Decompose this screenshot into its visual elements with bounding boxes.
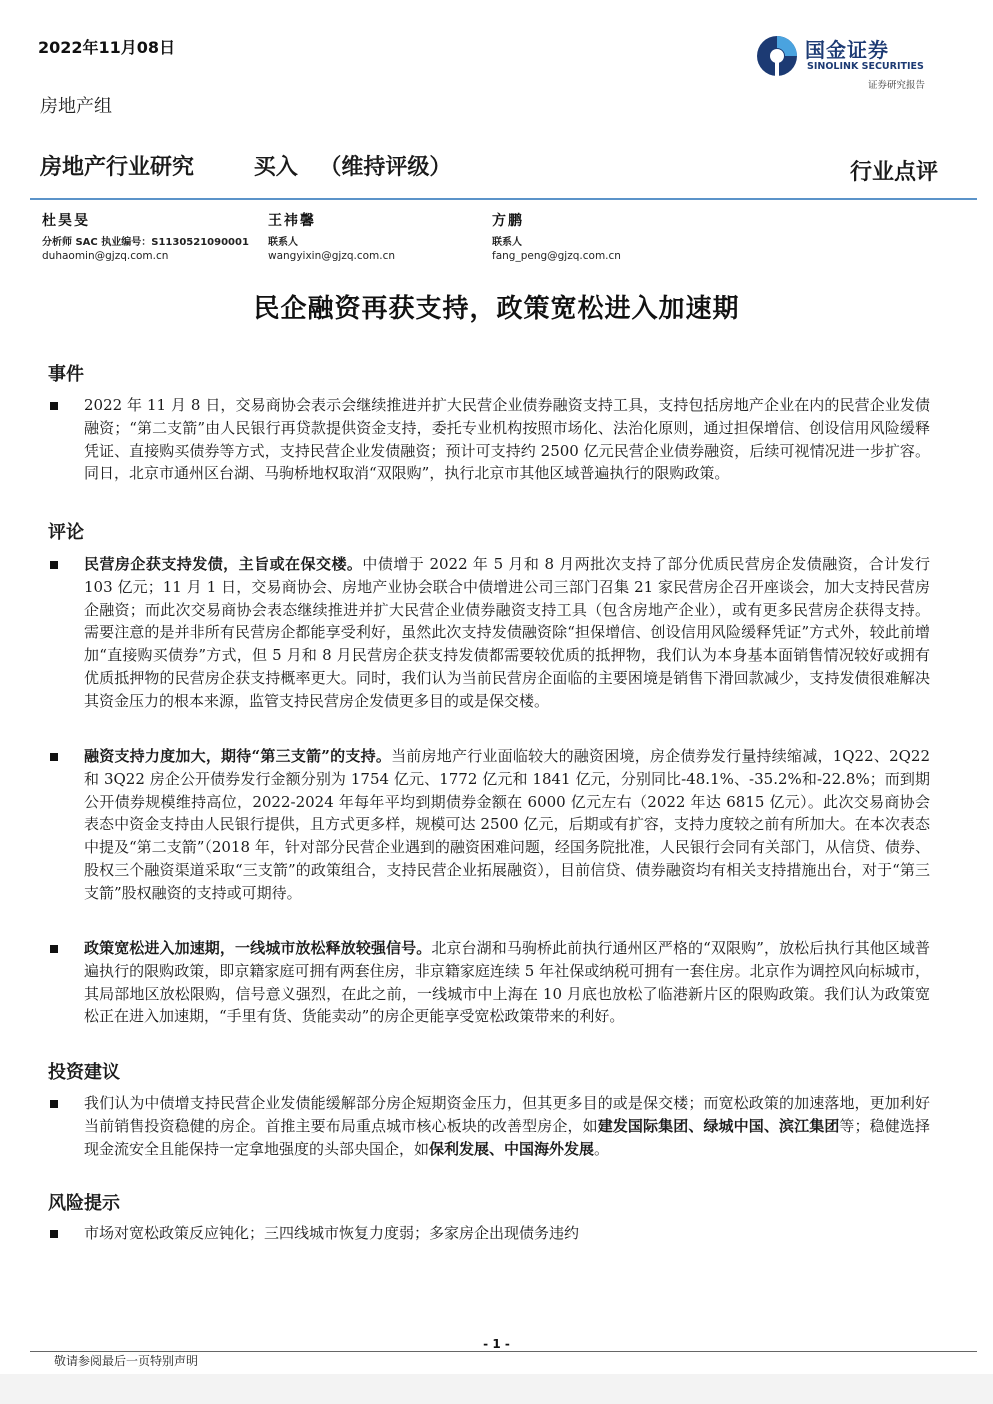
comment-bullet-3 (50, 937, 930, 1028)
comment-body-2: 当前房地产行业面临较大的融资困境，房企债券发行量持续缩减，1Q22、2Q22 和 3Q22 房企公开债券发行金额分别为 1754 亿元、1772 亿元和 1841 亿元，分别同比-48.1%、-35.2%和-22.8%；而到期公开债券规模维持高位，2022-2024 年每年平均到期债券金额在 6000 亿元左右（2022 年达 6815 亿元）。此次交易商协会表态中资金支持由人民银行提供，且方式更多样，规模可达 2500 亿元，后期或有扩容，支持力度较之前有所加大。在本次表态中提及“第二支箭”（2018 年，针对部分民营企业遇到的融资困难问题，经国务院批准，人民银行会同有关部门，从信贷、债券、股权三个融资渠道采取“三支箭”的政策组合，支持民营企业拓展融资），目前信贷、债券融资均有相关支持措施出台，对于“第三支箭”股权融资的支持或可期待。 (84, 747, 931, 902)
page-bottom-band (0, 1374, 993, 1404)
advice-stock-picks-1: 建发国际集团、绿城中国、滨江集团 (597, 1116, 840, 1135)
analyst-name: 王祎馨 (268, 213, 316, 229)
logo-english-name: SINOLINK SECURITIES (807, 61, 924, 72)
risk-text: 市场对宽松政策反应钝化；三四线城市恢复力度弱；多家房企出现债务违约 (84, 1224, 580, 1242)
bullet-square-icon (50, 402, 58, 410)
section-heading-comment: 评论 (48, 522, 84, 543)
bullet-square-icon (50, 1100, 58, 1108)
sinolink-logo-icon (755, 34, 799, 78)
logo-chinese-name: 国金证券 (805, 38, 889, 62)
analyst-card (492, 210, 621, 262)
advice-text-part: 。 (594, 1139, 610, 1158)
advice-text-part: 我们认为中债增支持民营企业发债能缓解部分房企短期资金压力，但其更多目的或是保交楼；而宽松政策的加速落地，更加利好当前销售投资稳健的房企。首推主要布局重点城市核心板块的改善型房企，如 (84, 1094, 930, 1135)
report-type: 行业点评 (849, 159, 938, 185)
page-number: - 1 - (483, 1337, 510, 1351)
risk-bullet (50, 1222, 930, 1245)
advice-text (84, 1092, 930, 1160)
advice-text-part: 等；稳健选择现金流安全且能保持一定拿地强度的头部央国企，如 (84, 1116, 930, 1158)
report-title: 民企融资再获支持，政策宽松进入加速期 (253, 294, 740, 324)
comment-lead-3: 政策宽松进入加速期，一线城市放松释放较强信号。 (84, 939, 432, 957)
analyst-name: 杜昊旻 (42, 213, 90, 229)
company-logo (755, 30, 955, 90)
section-heading-advice: 投资建议 (48, 1062, 120, 1083)
analyst-name: 方鹏 (492, 213, 524, 229)
analyst-role: 联系人 (268, 237, 298, 248)
comment-bullet-1 (50, 553, 930, 713)
report-date: 2022年11月08日 (38, 38, 176, 57)
industry-label: 房地产行业研究 (40, 154, 195, 180)
comment-bullet-2 (50, 745, 930, 905)
analyst-email[interactable]: duhaomin@gjzq.com.cn (42, 250, 169, 262)
analyst-card (42, 210, 249, 262)
comment-lead-2: 融资支持力度加大，期待“第三支箭”的支持。 (84, 747, 392, 765)
comment-body-1: 中债增于 2022 年 5 月和 8 月两批次支持了部分优质民营房企发债融资，合计发行 103 亿元；11 月 1 日，交易商协会、房地产业协会联合中债增进公司三部门召集 21 家民营房企召开座谈会，加大支持民营房企融资；而此次交易商协会表态继续推进并扩大民营企业债券融资支持工具（包含房地产企业），或有更多民营房企获得支持。需要注意的是并非所有民营房企都能享受利好，虽然此次支持发债融资除“担保增信、创设信用风险缓释凭证”方式外，较此前增加“直接购买债券”方式，但 5 月和 8 月民营房企获支持发债都需要较优质的抵押物，我们认为本身基本面销售情况较好或拥有优质抵押物的民营房企获支持概率更大。同时，我们认为当前民营房企面临的主要困境是销售下滑回款减少，支持发债很难解决其资金压力的根本来源，监管支持民营房企发债更多目的或是保交楼。 (84, 555, 930, 710)
analyst-role: 联系人 (492, 237, 522, 248)
research-group: 房地产组 (40, 96, 112, 117)
comment-text-2 (84, 745, 930, 905)
analyst-card (268, 210, 395, 262)
header-divider (30, 198, 977, 200)
section-heading-event: 事件 (48, 364, 84, 385)
advice-bullet (50, 1092, 930, 1160)
rating-label: 买入 (253, 154, 298, 180)
industry-rating-row (40, 150, 451, 181)
comment-lead-1: 民营房企获支持发债，主旨或在保交楼。 (84, 555, 363, 573)
footer-disclaimer: 敬请参阅最后一页特别声明 (54, 1354, 199, 1368)
bullet-square-icon (50, 1230, 58, 1238)
comment-text-1 (84, 553, 930, 713)
logo-subtitle: 证券研究报告 (868, 80, 926, 91)
analyst-email[interactable]: fang_peng@gjzq.com.cn (492, 250, 621, 262)
comment-text-3 (84, 937, 930, 1028)
analyst-email[interactable]: wangyixin@gjzq.com.cn (268, 250, 396, 262)
bullet-square-icon (50, 561, 58, 569)
event-text: 2022 年 11 月 8 日，交易商协会表示会继续推进并扩大民营企业债券融资支持工具，支持包括房地产企业在内的民营企业发债融资；“第二支箭”由人民银行再贷款提供资金支持，委托专业机构按照市场化、法治化原则，通过担保增信、创设信用风险缓释凭证、直接购买债券等方式，支持民营企业发债融资；预计可支持约 2500 亿元民营企业债券融资，后续可视情况进一步扩容。同日，北京市通州区台湖、马驹桥地权取消“双限购”，执行北京市其他区域普遍执行的限购政策。 (84, 396, 930, 483)
section-heading-risk: 风险提示 (48, 1193, 120, 1214)
comment-body-3: 北京台湖和马驹桥此前执行通州区严格的“双限购”，放松后执行其他区域普遍执行的限购政策，即京籍家庭可拥有两套住房，非京籍家庭连续 5 年社保或纳税可拥有一套住房。北京作为调控风向标城市，其局部地区放松限购，信号意义强烈，在此之前，一线城市中上海在 10 月底也放松了临港新片区的限购政策。我们认为政策宽松正在进入加速期，“手里有货、货能卖动”的房企更能享受宽松政策带来的利好。 (84, 939, 930, 1026)
bullet-square-icon (50, 945, 58, 953)
advice-stock-picks-2: 保利发展、中国海外发展 (429, 1139, 595, 1158)
rating-note: （维持评级） (319, 154, 452, 180)
bullet-square-icon (50, 753, 58, 761)
analyst-role: 分析师 SAC 执业编号：S1130521090001 (42, 237, 249, 248)
event-bullet (50, 394, 930, 485)
